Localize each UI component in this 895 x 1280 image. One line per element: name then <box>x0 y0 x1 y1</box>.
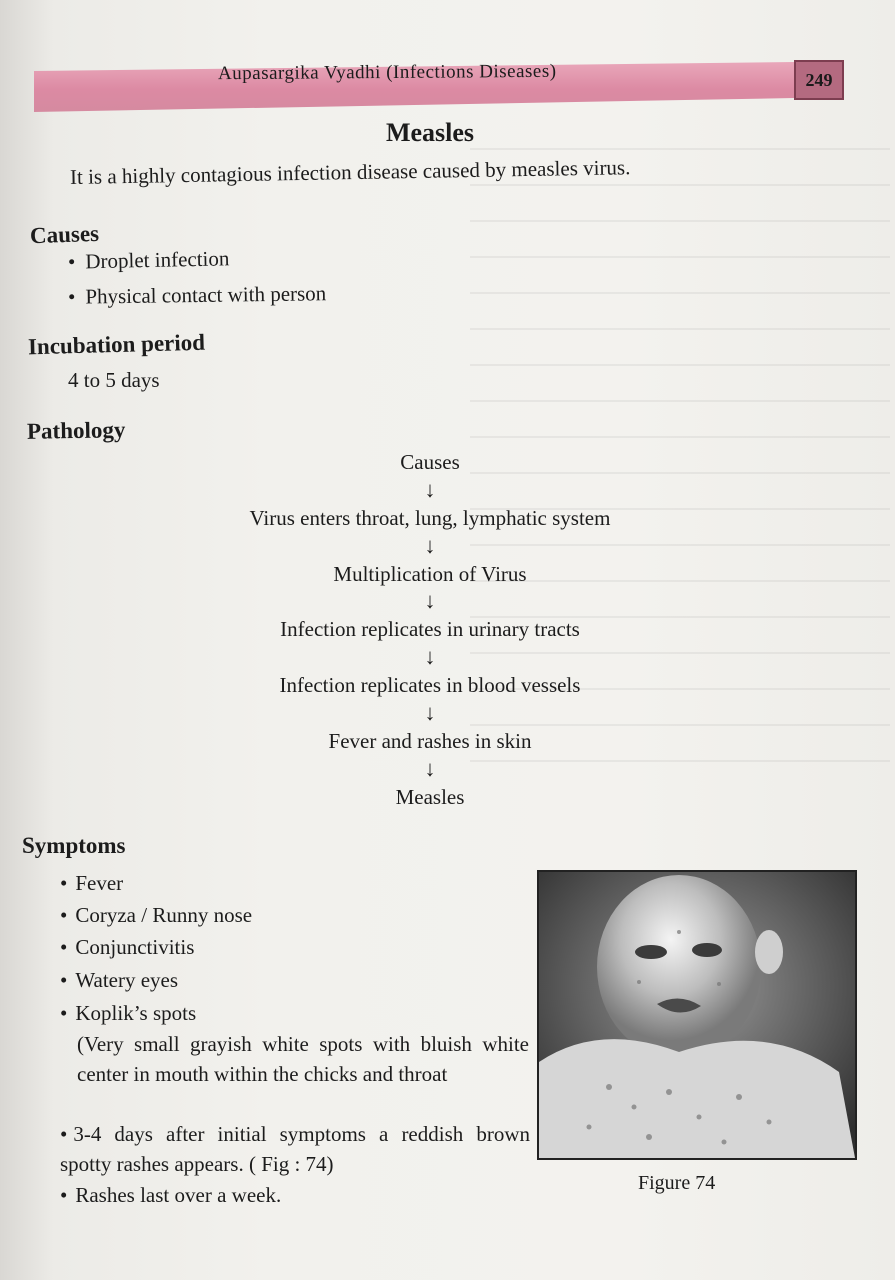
pathology-step: Infection replicates in urinary tracts <box>280 617 580 641</box>
cause-item: • Physical contact with person <box>68 281 327 310</box>
cause-item: • Droplet infection <box>68 246 230 274</box>
symptom-item: • Conjunctivitis <box>60 935 194 960</box>
pathology-heading: Pathology <box>26 417 126 444</box>
down-arrow-icon: ↓ <box>424 477 436 502</box>
symptoms-heading: Symptoms <box>22 833 126 858</box>
rash-symptom-item: • 3-4 days after initial symptoms a reddish brown spotty rashes appears. ( Fig : 74) <box>60 1122 530 1176</box>
pathology-step: Infection replicates in blood vessels <box>279 673 581 697</box>
pathology-step: Causes <box>400 450 460 474</box>
incubation-value: 4 to 5 days <box>68 368 160 392</box>
down-arrow-icon: ↓ <box>424 588 436 613</box>
running-header: Aupasargika Vyadhi (Infections Diseases) <box>217 60 557 85</box>
down-arrow-icon: ↓ <box>424 700 436 725</box>
incubation-heading: Incubation period <box>27 329 206 360</box>
measles-child-photo <box>537 870 857 1160</box>
photo-illustration <box>539 872 855 1158</box>
pathology-step: Virus enters throat, lung, lymphatic system <box>249 506 611 530</box>
symptom-item: • Coryza / Runny nose <box>60 903 252 928</box>
down-arrow-icon: ↓ <box>424 644 436 669</box>
intro-paragraph: It is a highly contagious infection disease caused by measles virus. <box>69 155 631 189</box>
koplik-description: (Very small grayish white spots with bluish white center in mouth within the chicks and throat <box>77 1032 529 1086</box>
down-arrow-icon: ↓ <box>424 756 436 781</box>
symptom-item: • Koplik’s spots <box>60 1001 196 1026</box>
symptom-item: • Rashes last over a week. <box>60 1183 281 1208</box>
figure-caption: Figure 74 <box>638 1172 716 1194</box>
causes-heading: Causes <box>29 220 100 249</box>
rash-symptom-text: 3-4 days after initial symptoms a reddish brown spotty rashes appears. ( Fig : 74) <box>60 1122 530 1176</box>
symptom-item: • Watery eyes <box>60 968 178 993</box>
pathology-step: Fever and rashes in skin <box>328 729 532 753</box>
page-title: Measles <box>385 118 475 147</box>
pathology-step: Multiplication of Virus <box>333 562 527 586</box>
page-number: 249 <box>794 60 844 100</box>
pathology-step: Measles <box>395 785 465 809</box>
down-arrow-icon: ↓ <box>424 533 436 558</box>
symptom-item: • Fever <box>60 871 123 896</box>
